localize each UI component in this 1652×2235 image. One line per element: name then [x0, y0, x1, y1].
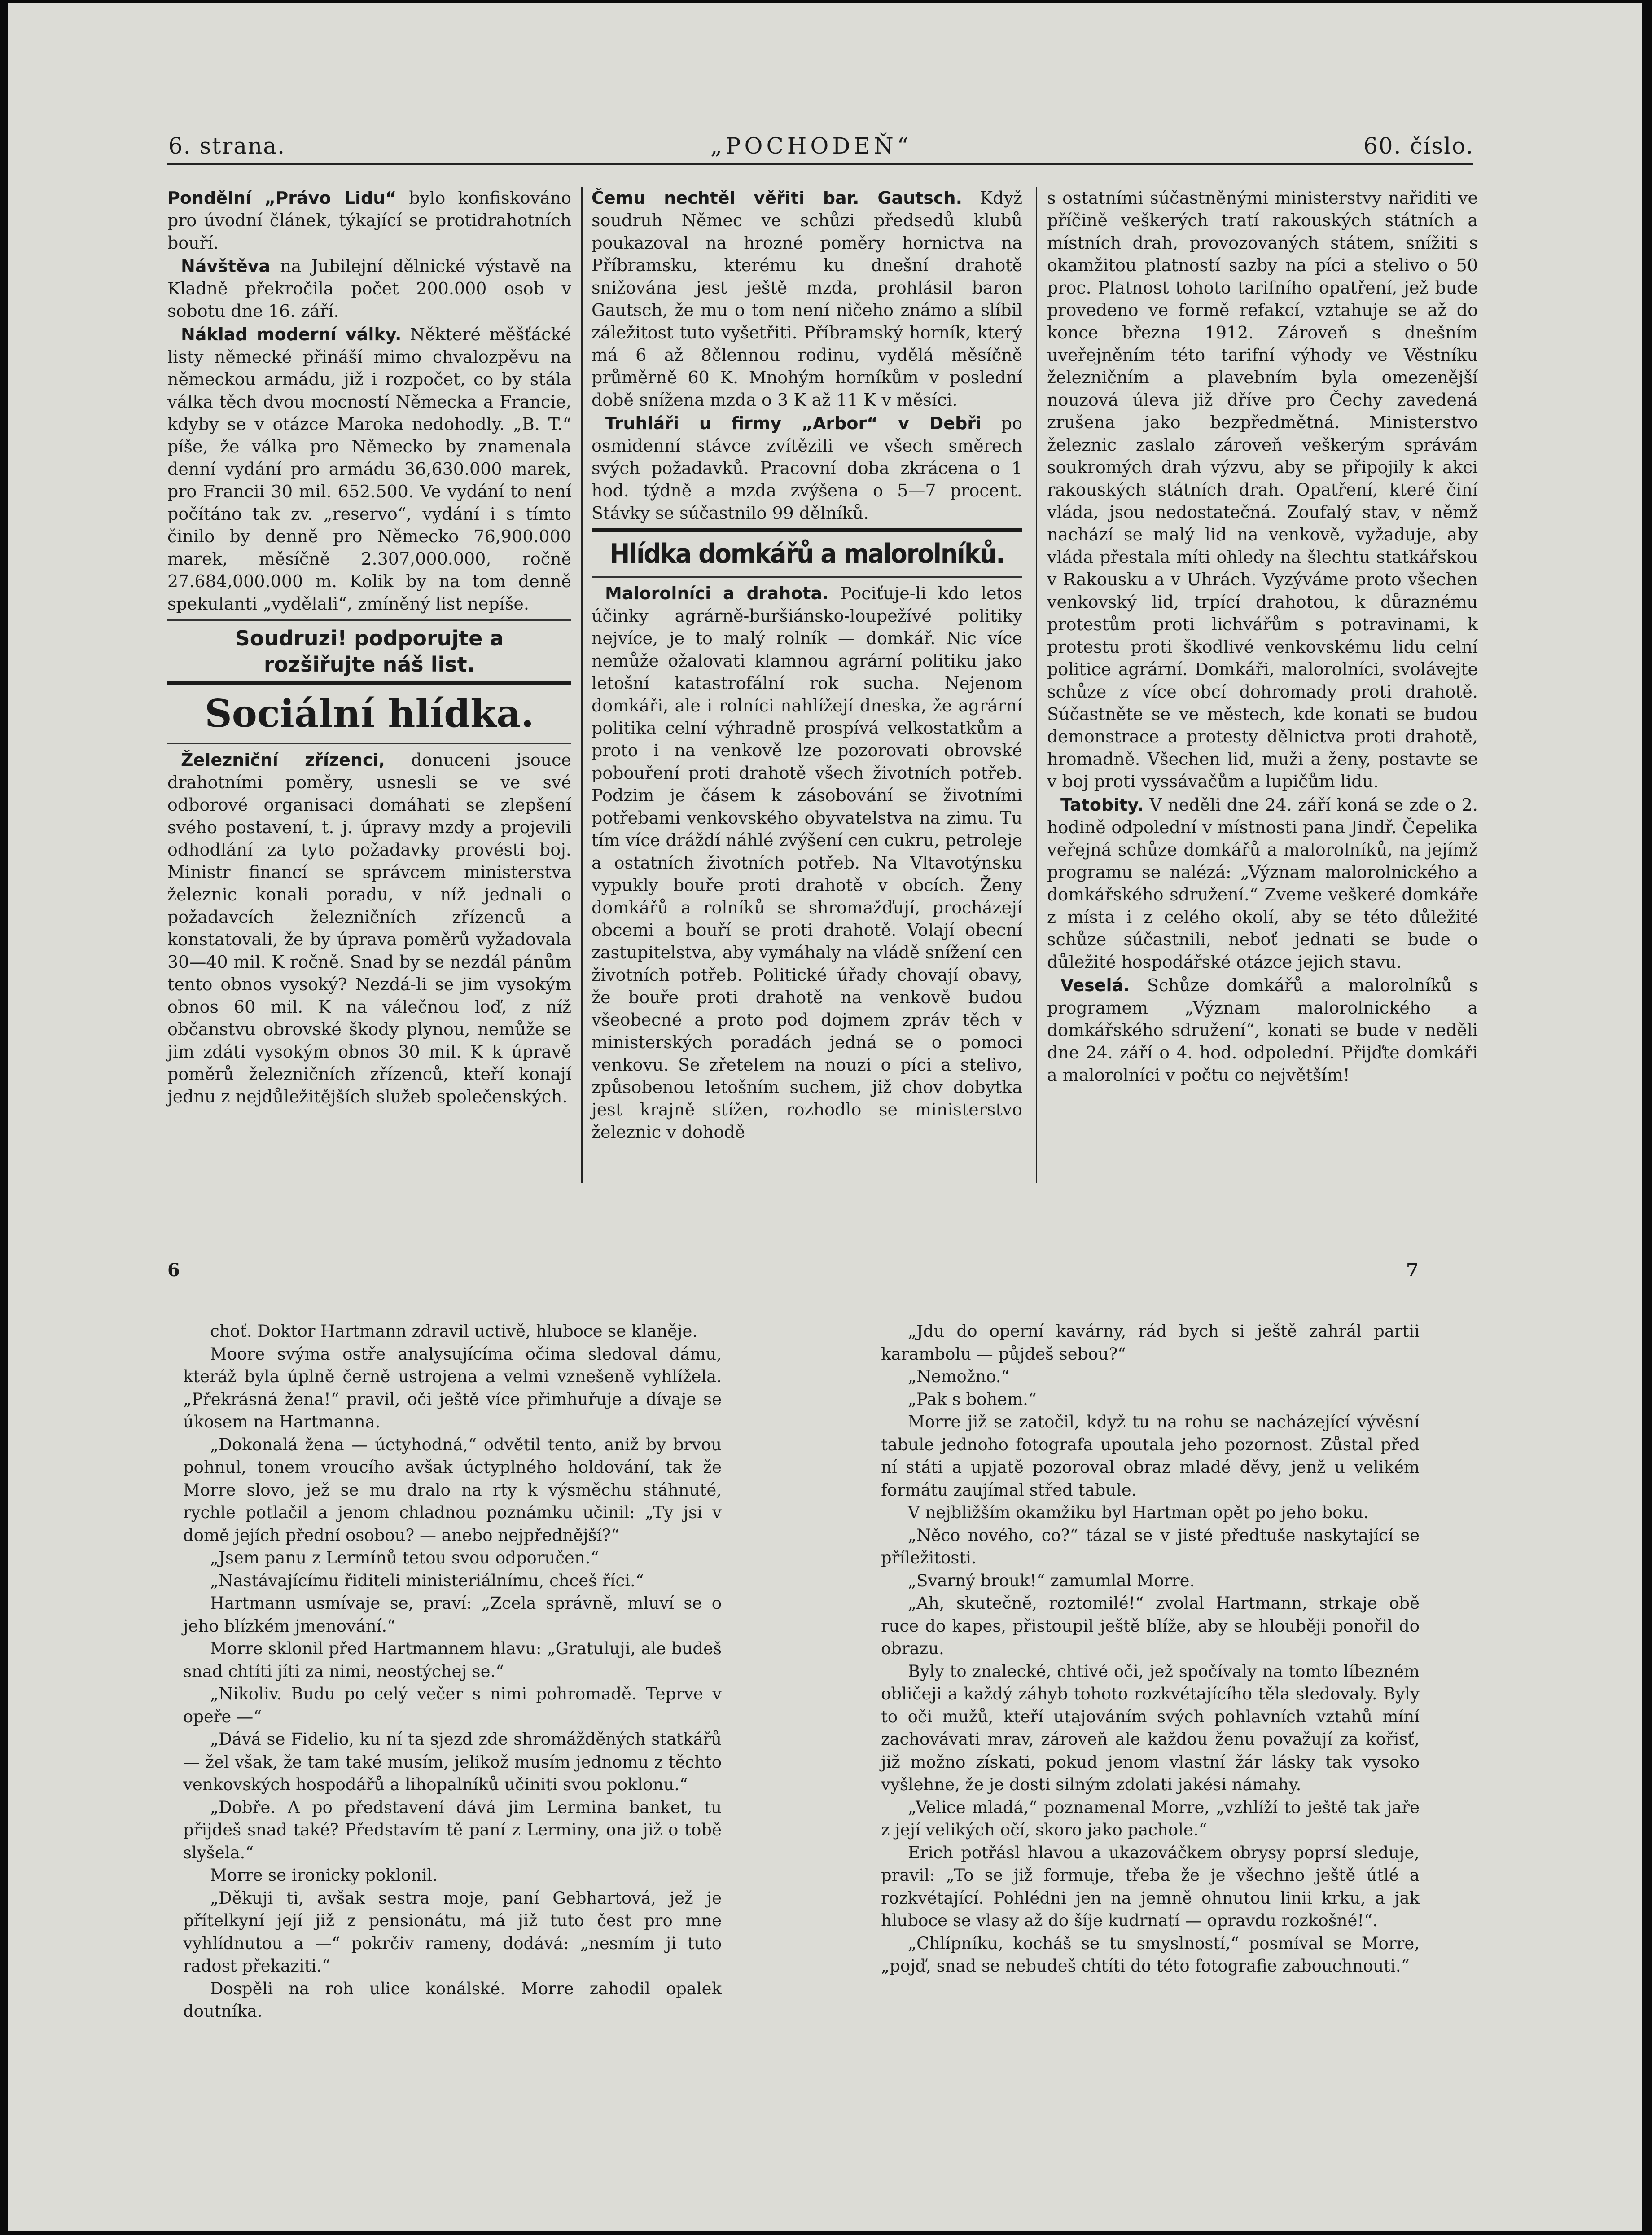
novel-paragraph: „Dobře. A po představení dává jim Lermina banket, tu přijdeš snad také? Představím tě paní z Lerminy, ona již o tobě slyšela.“ [183, 1797, 722, 1862]
appeal-banner: Soudruzi! podporujte a rozšiřujte náš list. [235, 626, 504, 676]
section-heading: Hlídka domkářů a malorolníků. [609, 538, 1004, 570]
novel-column-right [881, 1320, 1420, 1978]
novel-paragraph: „Pak s bohem.“ [908, 1389, 1037, 1409]
news-item: Truhláři u firmy „Arbor“ v Debři po osmidenní stávce zvítězili ve všech směrech svých požadavků. Pracovní doba zkrácena o 1 hod. týdně a mzda zvýšena o 5—7 procent. Stávky se súčastnilo 99 dělníků. [592, 413, 1022, 523]
news-item: Malorolníci a drahota. Pociťuje-li kdo letos účinky agrárně-buršiánsko-loupežívé politiky nejvíce, je to malý rolník — domkář. Nic více nemůže ožalovati klamnou agrární politiku jako letošní katastrofální rok sucha. Nejenom domkáři, ale i rolníci nahlížejí dneska, že agrární politika celní výhradně prospívá velkostatkům a proto i na venkově lze pozorovati obrovské pobouření proti drahotě všech životních potřeb. Podzim je čásem k zásobování se životními potřebami venkovského obyvatelstva na zimu. Tu tím více dráždí náhlé zvýšení cen cukru, petroleje a ostatních životních potřeb. Na Vltavotýnsku vypukly bouře proti drahotě v obcích. Ženy domkářů a rolníků se shromažďují, procházejí obcemi a bouří se proti drahotě. Volají obecní zastupitelstva, aby vymáhaly na vládě snížení cen životních potřeb. Politické úřady chovají obavy, že bouře proti drahotě na venkově budou všeobecné a proto pod dojmem zpráv těch v ministerských poradách jedná se o pomoci venkovu. Se zřetelem na nouzi o píci a stelivo, způsobenou letošním suchem, již chov dobytka jest krajně stížen, rozhodlo se ministerstvo železnic v dohodě [592, 584, 1022, 1142]
novel-paragraph: choť. Doktor Hartmann zdravil uctivě, hluboce se klaněje. [210, 1322, 698, 1341]
novel-paragraph: „Nastávajícímu řiditeli ministeriálnímu, chceš říci.“ [210, 1571, 644, 1590]
novel-paragraph: Erich potřásl hlavou a ukazováčkem obrysy poprsí sleduje, pravil: „To se již formuje, třeba že je všechno ještě útlé a rozkvétající. Pohlédni jen na jemně ohnutou linii krku, a jak hluboce se vlasy až do šíje kudrnatí — opravdu rozkošné!“. [881, 1843, 1420, 1930]
novel-paragraph: „Svarný brouk!“ zamumlal Morre. [908, 1571, 1195, 1590]
novel-page-number-left: 6 [167, 1260, 180, 1281]
newspaper-page [8, 3, 1642, 2231]
divider [167, 619, 571, 621]
column-1 [167, 187, 571, 1109]
column-2 [592, 187, 1022, 1144]
divider [592, 528, 1022, 532]
news-item: Veselá. Schůze domkářů a malorolníků s programem „Význam malorolnického a domkářského sdružení“, konati se bude v neděli dne 24. září o 4. hod. odpolední. Přijďte domkáři a malorolníci v počtu co největším! [1047, 975, 1478, 1085]
novel-paragraph: „Chlípníku, kocháš se tu smyslností,“ posmíval se Morre, „pojď, snad se nebudeš chtíti do této fotografie zabouchnouti.“ [881, 1933, 1420, 1976]
novel-page-number-right: 7 [1406, 1260, 1419, 1281]
novel-paragraph: „Nikoliv. Budu po celý večer s nimi pohromadě. Teprve v opeře —“ [183, 1684, 722, 1726]
section-heading: Sociální hlídka. [205, 691, 534, 736]
novel-paragraph: Hartmann usmívaje se, praví: „Zcela správně, mluví se o jeho blízkém jmenování.“ [183, 1594, 722, 1636]
novel-paragraph: „Něco nového, co?“ tázal se v jisté předtuše naskytající se příležitosti. [881, 1525, 1420, 1568]
column-rule [581, 187, 583, 1183]
news-item: s ostatními súčastněnými ministerstvy nařiditi ve příčině veškerých tratí rakouských státních a místních drah, provozovaných státem, snížiti s okamžitou platností sazby na píci a stelivo o 50 proc. Platnost tohoto tarifního opatření, jež bude provedeno ve formě refakcí, vztahuje se až do konce března 1912. Zároveň s dnešním uveřejněním této tarifní výhody ve Věstníku železničním a plavebním byla omezenější nouzová úleva již dříve pro Čechy zavedená zrušena jako bezpředmětná. Ministerstvo železnic zaslalo zároveň veškerým správám soukromých drah výzvu, aby se připojily k akci rakouských státních drah. Opatření, které činí vláda, jsou nedostatečná. Zoufalý stav, v němž nachází se malý lid na venkově, vyžaduje, aby vláda přestala míti ohledy na šlechtu statkářskou v Rakousku a v Uhrách. Vyzýváme proto všechen venkovský lid, trpící drahotou, k důraznému protestům proti lichvářům s potravinami, k protestu proti škodlivé venkovskému lidu celní politice agrární. Domkáři, malorolníci, svolávejte schůze z více obcí dohromady proti drahotě. Súčastněte se ve městech, kde konati se budou demonstrace a protesty dělnictva proti drahotě, hromadně. Všechen lid, muži a ženy, postavte se v boj proti vyssávačům a lupičům lidu. [1047, 188, 1478, 791]
novel-paragraph: „Dokonalá žena — úctyhodná,“ odvětil tento, aniž by brvou pohnul, tonem vroucího avšak úctyplného holdování, tak že Morre slovo, jež se mu dralo na rty k výsměchu stáhnuté, rychle potlačil a jenom chladnou poznámku učinil: „Ty jsi v domě jejích přední osobou? — anebo nejpřednější?“ [183, 1435, 722, 1545]
column-3 [1047, 187, 1478, 1087]
news-item: Pondělní „Právo Lidu“ bylo konfiskováno pro úvodní článek, týkající se protidrahotních bouří. [167, 188, 571, 253]
novel-paragraph: „Dává se Fidelio, ku ní ta sjezd zde shromážděných statkářů — žel však, že tam také musím, jelikož musím jednomu z těchto venkovských hospodářů a lihopalníků učiniti svou poklonu.“ [183, 1730, 722, 1794]
issue-number: 60. číslo. [1363, 133, 1474, 159]
column-rule [1036, 187, 1037, 1183]
novel-paragraph: Byly to znalecké, chtivé oči, jež spočívaly na tomto líbezném obličeji a každý záhyb tohoto rozkvétajícího těla sledovaly. Byly to oči mužů, kteří utajováním svých pohlavních vztahů míní zachovávati mrav, zároveň ale každou ženu považují za kořisť, již možno získati, pokud jenom vlastní žár lásky tak vysoko vyšlehne, že je dosti silným zdolati jakési námahy. [881, 1661, 1420, 1794]
newspaper-title: „POCHODEŇ“ [710, 133, 912, 159]
divider [592, 576, 1022, 578]
news-item: Návštěva na Jubilejní dělnické výstavě na Kladně překročila počet 200.000 osob v sobotu dne 16. září. [167, 256, 571, 321]
novel-paragraph: „Velice mladá,“ poznamenal Morre, „vzhlíží to ještě tak jaře z její velikých očí, skoro jako pachole.“ [881, 1797, 1420, 1840]
novel-column-left [183, 1320, 722, 2023]
novel-paragraph: Morre již se zatočil, když tu na rohu se nacházející vývěsní tabule jednoho fotografa upoutala jeho pozornost. Zůstal před ní státi a upjatě pozoroval obraz mladé děvy, jenž u velikém formátu zaujímal střed tabule. [881, 1412, 1420, 1500]
news-item: Železniční zřízenci, donuceni jsouce drahotními poměry, usnesli se ve své odborové organisaci domáhati se zlepšení svého postavení, t. j. úpravy mzdy a projevili odhodlání za tyto požadavky provésti boj. Ministr financí se správcem ministerstva železnic konali poradu, v níž jednali o požadavcích železničních zřízenců a konstatovali, že by úprava poměrů vyžadovala 30—40 mil. K ročně. Snad by se nezdál pánům tento obnos vysoký? Nezdá-li se jim vysokým obnos 60 mil. K na válečnou loď, z níž občanstvu obrovské škody plynou, nemůže se jim zdáti vysokým obnos 30 mil. K k úpravě poměrů železničních zřízenců, kteří konají jednu z nejdůležitějších služeb společenských. [167, 750, 571, 1107]
novel-paragraph: „Nemožno.“ [908, 1367, 1010, 1386]
news-item: Tatobity. V neděli dne 24. září koná se zde o 2. hodině odpolední v místnosti pana Jindř. Čepelika veřejná schůze domkářů a malorolníků, na jejímž programu se nalézá: „Význam malorolnického a domkářského sdružení.“ Zveme veškeré domkáře z místa i z celého okolí, aby se této důležité schůze súčastnili, neboť jednati se bude o důležité hospodářské otázce jejich stavu. [1047, 795, 1478, 972]
novel-paragraph: „Jdu do operní kavárny, rád bych si ještě zahrál partii karambolu — půjdeš sebou?“ [881, 1322, 1420, 1364]
news-item: Čemu nechtěl věřiti bar. Gautsch. Když soudruh Němec ve schůzi předsedů klubů poukazoval na hrozné poměry hornictva na Příbramsku, kterému ku dnešní drahotě snižována jest ještě mzda, prohlásil baron Gautsch, že mu o tom není ničeho známo a slíbil záležitost tuto vyšetřiti. Příbramský horník, který má 6 až 8člennou rodinu, vydělá měsíčně průměrně 60 K. Mnohým horníkům v poslední době snížena mzda o 3 K až 11 K v měsíci. [592, 188, 1022, 410]
page-label: 6. strana. [168, 133, 285, 159]
header-rule [167, 163, 1473, 165]
novel-paragraph: „Ah, skutečně, roztomilé!“ zvolal Hartmann, strkaje obě ruce do kapes, přistoupil ještě blíže, aby se hlouběji ponořil do obrazu. [881, 1594, 1420, 1658]
novel-paragraph: Morre se ironicky poklonil. [210, 1866, 438, 1885]
novel-paragraph: V nejbližším okamžiku byl Hartman opět po jeho boku. [908, 1503, 1369, 1522]
novel-paragraph: Moore svýma ostře analysujícíma očima sledoval dámu, kteráž byla úplně černě ustrojena a velmi vznešeně vyhlížela. „Překrásná žena!“ pravil, oči ještě více přimhuřuje a dívaje se úkosem na Hartmanna. [183, 1344, 722, 1431]
novel-paragraph: Dospěli na roh ulice konálské. Morre zahodil opalek doutníka. [183, 1979, 722, 2021]
novel-paragraph: „Jsem panu z Lermínů tetou svou odporučen.“ [210, 1548, 599, 1568]
novel-paragraph: „Děkuji ti, avšak sestra moje, paní Gebhartová, jež je přítelkyní její již z pensionátu, má již tuto čest pro mne vyhlídnutou a —“ pokrčiv rameny, dodává: „nesmím ji tuto radost překaziti.“ [183, 1888, 722, 1976]
news-item: Náklad moderní války. Některé měšťácké listy německé přináší mimo chvalozpěvu na německou armádu, již i rozpočet, co by stála válka těch dvou mocností Německa a Francie, kdyby se v otázce Maroka nedohodly. „B. T.“ píše, že válka pro Německo by znamenala denní vydání pro armádu 36,630.000 marek, pro Francii 30 mil. 652.500. Ve vydání to není počítáno tak zv. „reservo“, vydání i s tímto činilo by denně pro Německo 76,900.000 marek, měsíčně 2.307,000.000, ročně 27.684,000.000 m. Kolik by na tom denně spekulanti „vydělali“, zmíněný list nepíše. [167, 325, 571, 614]
novel-paragraph: Morre sklonil před Hartmannem hlavu: „Gratuluji, ale budeš snad chtíti jíti za nimi, neostýchej se.“ [183, 1639, 722, 1681]
divider [167, 743, 571, 744]
divider [167, 681, 571, 685]
